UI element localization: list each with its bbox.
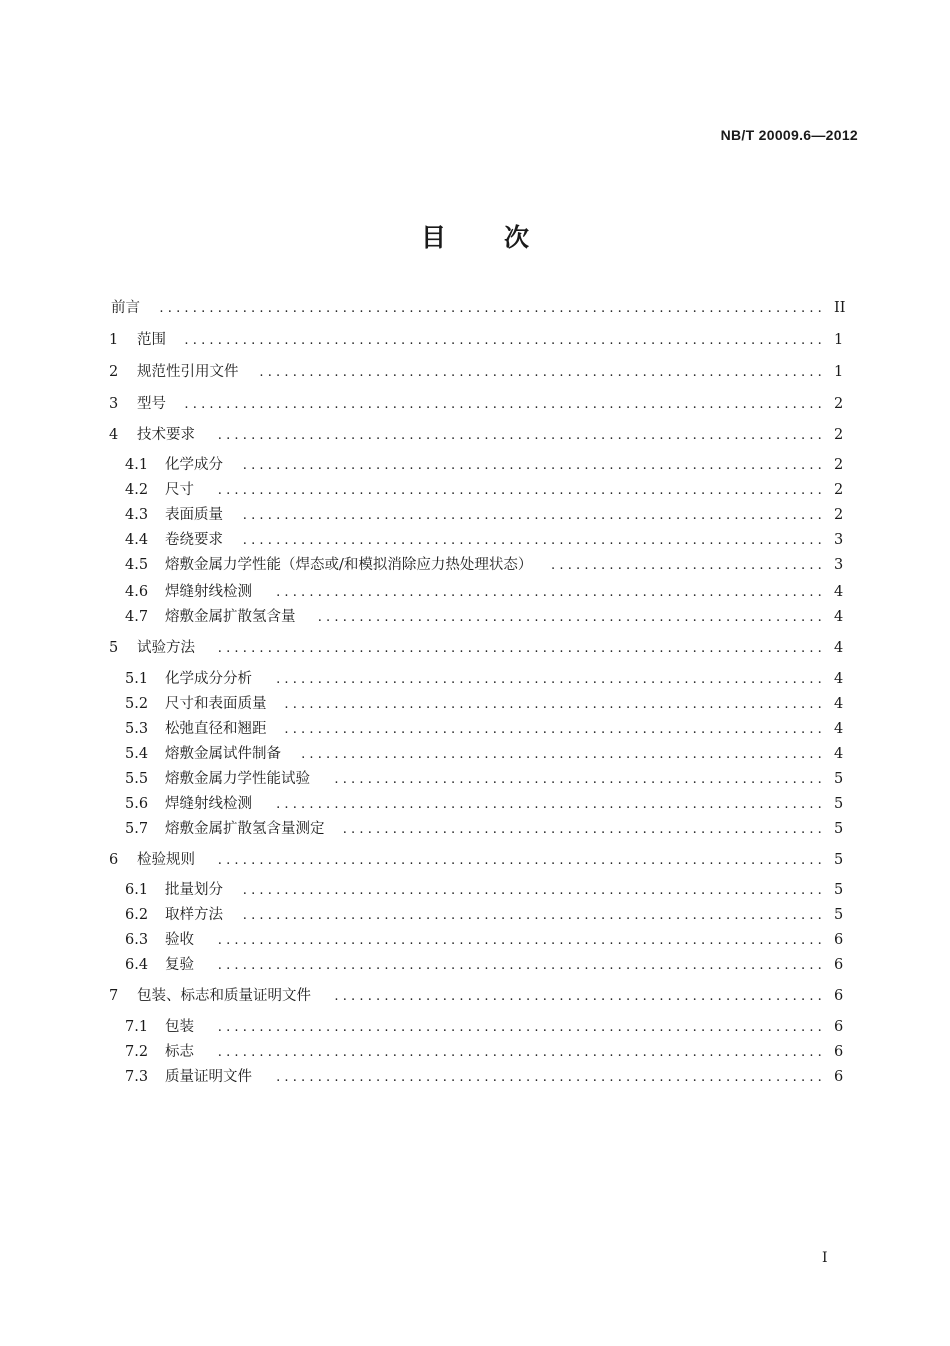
toc-entry-page: 6 (834, 957, 844, 973)
toc-entry-label: 验收 (165, 932, 194, 948)
toc-entry[interactable] (109, 424, 850, 446)
toc-entry-page: 4 (834, 671, 844, 687)
toc-entry-label: 熔敷金属扩散氢含量测定 (165, 821, 325, 837)
toc-entry-number: 4.6 (125, 584, 149, 600)
toc-entry-page: 6 (834, 1019, 844, 1035)
toc-entry[interactable] (125, 454, 850, 476)
dot-leader: ......................................................................... (217, 641, 826, 656)
toc-entry[interactable] (125, 793, 850, 815)
dot-leader: ......................................................................... (217, 958, 826, 973)
toc-entry[interactable] (109, 849, 850, 871)
toc-entry[interactable] (125, 1016, 850, 1038)
page-title: 目次 (420, 223, 587, 252)
toc-entry-number: 4.5 (125, 557, 149, 573)
toc-entry-number: 2 (109, 364, 119, 380)
standard-code: NB/T 20009.6—2012 (720, 127, 858, 143)
toc-entry-label: 范围 (137, 332, 166, 348)
toc-entry[interactable] (109, 329, 850, 351)
toc-entry[interactable] (109, 393, 850, 415)
toc-entry[interactable] (125, 554, 850, 576)
toc-entry[interactable] (125, 954, 850, 976)
toc-entry-number: 7.1 (125, 1019, 149, 1035)
toc-entry-label: 复验 (165, 957, 194, 973)
toc-entry-number: 4.2 (125, 482, 149, 498)
toc-entry-number: 6 (109, 852, 119, 868)
toc-entry[interactable] (125, 504, 850, 526)
toc-entry-number: 4.4 (125, 532, 149, 548)
toc-entry[interactable] (125, 929, 850, 951)
dot-leader: .................................................................. (276, 797, 826, 812)
dot-leader: ......................................................................... (217, 853, 826, 868)
dot-leader: ......................................................................... (217, 1020, 826, 1035)
dot-leader: ......................................................................... (217, 428, 826, 443)
toc-entry-page: 5 (834, 796, 844, 812)
toc-entry-number: 6.1 (125, 882, 149, 898)
toc-entry-label: 松弛直径和翘距 (165, 721, 267, 737)
toc-entry-label: 表面质量 (165, 507, 223, 523)
toc-entry-label: 熔敷金属试件制备 (165, 746, 281, 762)
dot-leader: ............................................................................. (184, 397, 826, 412)
toc-entry[interactable] (125, 1041, 850, 1063)
toc-entry-label: 包装、标志和质量证明文件 (137, 988, 311, 1004)
toc-entry-page: 4 (834, 746, 844, 762)
toc-entry-label: 焊缝射线检测 (165, 584, 252, 600)
toc-entry-page: 2 (834, 507, 844, 523)
dot-leader: ...................................................................... (242, 908, 826, 923)
toc-entry-page: 2 (834, 396, 844, 412)
toc-entry[interactable] (125, 904, 850, 926)
toc-entry[interactable] (109, 637, 850, 659)
dot-leader: ............................................................... (301, 747, 826, 762)
toc-entry-page: 5 (834, 771, 844, 787)
toc-entry-number: 5 (109, 640, 119, 656)
toc-entry[interactable] (125, 581, 850, 603)
toc-entry-number: 4.1 (125, 457, 149, 473)
toc-entry-number: 5.6 (125, 796, 149, 812)
toc-entry[interactable] (125, 693, 850, 715)
toc-entry-label: 批量划分 (165, 882, 223, 898)
toc-entry-label: 质量证明文件 (165, 1069, 252, 1085)
dot-leader: ............................................................. (317, 610, 826, 625)
toc-entry-page: 1 (834, 364, 844, 380)
dot-leader: .................................................................... (259, 365, 826, 380)
toc-entry-page: 6 (834, 1044, 844, 1060)
dot-leader: ......................................................................... (217, 933, 826, 948)
toc-entry-number: 7.2 (125, 1044, 149, 1060)
toc-entry-number: 4 (109, 427, 119, 443)
toc-entry-label: 焊缝射线检测 (165, 796, 252, 812)
dot-leader: ............................................................................. (184, 333, 826, 348)
toc-entry[interactable] (109, 361, 850, 383)
toc-entry-number: 5.1 (125, 671, 149, 687)
toc-entry-label: 技术要求 (137, 427, 195, 443)
toc-entry-number: 7 (109, 988, 119, 1004)
toc-entry-label: 熔敷金属扩散氢含量 (165, 609, 296, 625)
toc-entry-label: 卷绕要求 (165, 532, 223, 548)
toc-entry-number: 7.3 (125, 1069, 149, 1085)
toc-entry-page: 1 (834, 332, 844, 348)
toc-entry[interactable] (125, 606, 850, 628)
toc-entry-number: 5.5 (125, 771, 149, 787)
toc-entry[interactable] (125, 718, 850, 740)
toc-entry[interactable] (125, 529, 850, 551)
toc-entry-page: 5 (834, 821, 844, 837)
toc-entry[interactable] (125, 743, 850, 765)
toc-entry[interactable] (125, 818, 850, 840)
toc-entry-page: 5 (834, 882, 844, 898)
toc-entry-page: 2 (834, 457, 844, 473)
toc-entry-page: 4 (834, 696, 844, 712)
toc-entry-number: 5.3 (125, 721, 149, 737)
dot-leader: .......................................................... (342, 822, 826, 837)
toc-entry-number: 5.7 (125, 821, 149, 837)
toc-entry-label: 前言 (111, 300, 140, 316)
toc-entry-label: 化学成分 (165, 457, 223, 473)
dot-leader: .................................................................. (276, 672, 826, 687)
toc-entry[interactable] (125, 1066, 850, 1088)
toc-entry-page: 4 (834, 609, 844, 625)
toc-entry-page: 3 (834, 557, 844, 573)
toc-entry-label: 包装 (165, 1019, 194, 1035)
toc-entry-label: 规范性引用文件 (137, 364, 239, 380)
dot-leader: .................................................................. (276, 585, 826, 600)
toc-entry-number: 1 (109, 332, 119, 348)
toc-entry-number: 6.4 (125, 957, 149, 973)
toc-entry-page: 5 (834, 852, 844, 868)
toc-entry-label: 化学成分分析 (165, 671, 252, 687)
toc-entry-label: 标志 (165, 1044, 194, 1060)
dot-leader: ...................................................................... (242, 508, 826, 523)
toc-entry[interactable] (125, 768, 850, 790)
toc-entry-label: 熔敷金属力学性能试验 (165, 771, 310, 787)
toc-entry-label: 熔敷金属力学性能（焊态或/和模拟消除应力热处理状态） (165, 557, 533, 573)
toc-entry-number: 4.7 (125, 609, 149, 625)
toc-entry-page: 4 (834, 721, 844, 737)
toc-entry-label: 尺寸和表面质量 (165, 696, 267, 712)
dot-leader: ........................................................... (334, 772, 826, 787)
toc-entry[interactable] (125, 479, 850, 501)
toc-entry-label: 试验方法 (137, 640, 195, 656)
toc-entry-page: 6 (834, 988, 844, 1004)
toc-entry-page: 3 (834, 532, 844, 548)
toc-entry-label: 型号 (137, 396, 166, 412)
toc-entry-number: 5.2 (125, 696, 149, 712)
toc-entry-page: 4 (834, 640, 844, 656)
dot-leader: ................................................................. (284, 697, 826, 712)
toc-entry-page: 2 (834, 482, 844, 498)
toc-entry-page: 4 (834, 584, 844, 600)
toc-entry[interactable] (111, 297, 850, 319)
toc-entry[interactable] (109, 985, 850, 1007)
toc-entry-page: 6 (834, 932, 844, 948)
toc-entry-page: II (834, 300, 846, 316)
dot-leader: ...................................................................... (242, 883, 826, 898)
dot-leader: ........................................................... (334, 989, 826, 1004)
toc-entry-label: 尺寸 (165, 482, 194, 498)
dot-leader: ................................................................. (284, 722, 826, 737)
toc-entry-page: 5 (834, 907, 844, 923)
dot-leader: ................................................................................ (159, 301, 826, 316)
toc-entry-number: 4.3 (125, 507, 149, 523)
toc-entry-number: 5.4 (125, 746, 149, 762)
dot-leader: ......................................................................... (217, 1045, 826, 1060)
toc-entry-label: 检验规则 (137, 852, 195, 868)
toc-entry-label: 取样方法 (165, 907, 223, 923)
toc-entry-number: 6.3 (125, 932, 149, 948)
toc-entry-number: 3 (109, 396, 119, 412)
toc-entry-number: 6.2 (125, 907, 149, 923)
toc-entry[interactable] (125, 879, 850, 901)
toc-entry[interactable] (125, 668, 850, 690)
page-number: I (822, 1250, 828, 1266)
toc-entry-page: 6 (834, 1069, 844, 1085)
toc-entry-page: 2 (834, 427, 844, 443)
dot-leader: ................................. (551, 558, 826, 573)
dot-leader: ......................................................................... (217, 483, 826, 498)
dot-leader: ...................................................................... (242, 458, 826, 473)
dot-leader: ...................................................................... (242, 533, 826, 548)
dot-leader: .................................................................. (276, 1070, 826, 1085)
